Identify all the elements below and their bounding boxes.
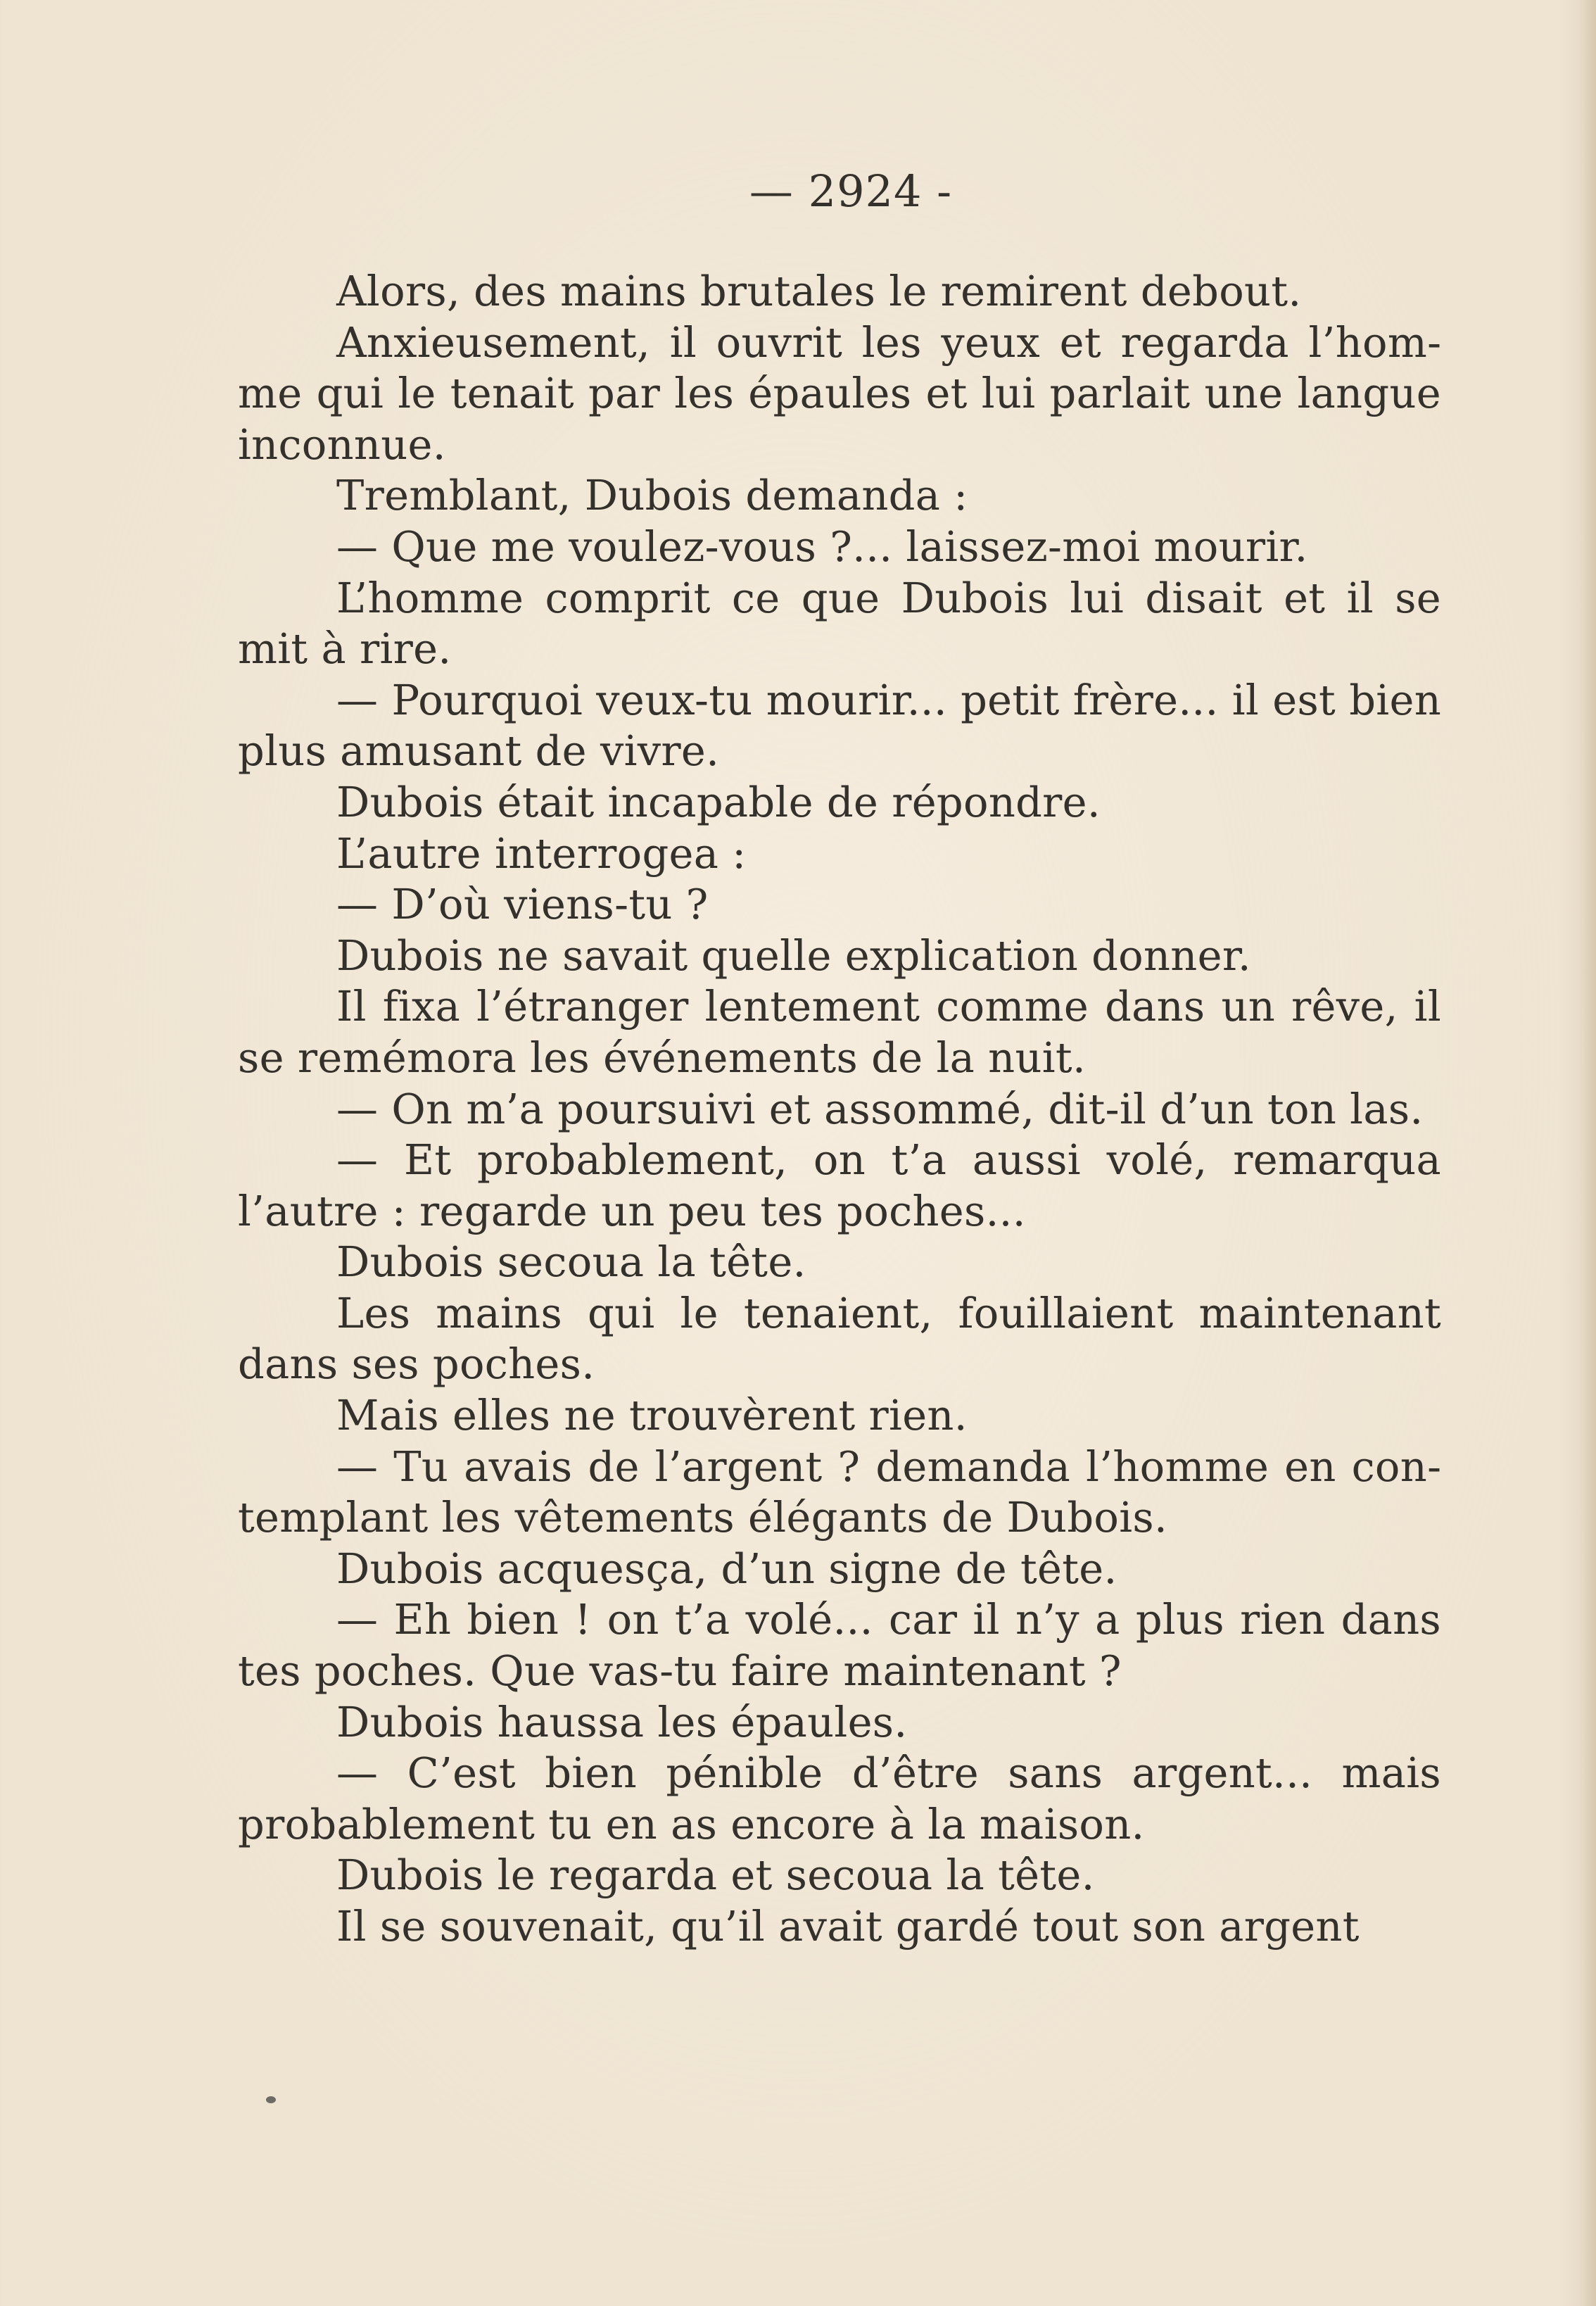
body-text	[238, 266, 1441, 1953]
paragraph: Dubois haussa les épaules.	[336, 1697, 908, 1746]
paragraph: Tremblant, Dubois demanda :	[336, 471, 968, 520]
paragraph: Dubois secoua la tête.	[336, 1237, 806, 1287]
paragraph: Dubois était incapable de répondre.	[336, 777, 1101, 826]
paragraph: Dubois ne savait quelle explication donner.	[336, 931, 1251, 980]
paragraph: Il se souvenait, qu’il avait gardé tout son argent	[336, 1902, 1360, 1951]
paragraph: Mais elles ne trouvèrent rien.	[336, 1391, 968, 1440]
paragraph: — Et probablement, on t’a aussi volé, remarqua l’autre : regarde un peu tes poches...	[238, 1135, 1441, 1235]
paragraph: L’homme comprit ce que Dubois lui disait et il se mit à rire.	[238, 573, 1441, 674]
paragraph: — On m’a poursuivi et assommé, dit-il d’un ton las.	[336, 1084, 1424, 1133]
paragraph: Il fixa l’étranger lentement comme dans un rêve, il se remémora les événements de la nuit.	[238, 982, 1441, 1082]
paragraph: Alors, des mains brutales le remirent debout.	[336, 267, 1302, 315]
paragraph: — Pourquoi veux-tu mourir... petit frère... il est bien plus amusant de vivre.	[238, 675, 1441, 776]
paragraph: — D’où viens-tu ?	[336, 880, 709, 929]
paragraph: — C’est bien pénible d’être sans argent... mais probablement tu en as encore à la maison.	[238, 1749, 1441, 1848]
page-number: — 2924 -	[749, 165, 953, 217]
paragraph: — Eh bien ! on t’a volé... car il n’y a plus rien dans tes poches. Que vas-tu faire maintenant ?	[238, 1595, 1441, 1696]
paragraph: Anxieusement, il ouvrit les yeux et regarda l’homme qui le tenait par les épaules et lui parlait une langue inconnue.	[238, 317, 1441, 469]
paragraph: — Tu avais de l’argent ? demanda l’homme en contemplant les vêtements élégants de Dubois.	[238, 1442, 1441, 1542]
paragraph: Les mains qui le tenaient, fouillaient maintenant dans ses poches.	[238, 1288, 1441, 1389]
ink-speck	[266, 2096, 276, 2103]
paragraph: L’autre interrogea :	[336, 828, 747, 878]
paragraph: Dubois le regarda et secoua la tête.	[336, 1851, 1095, 1900]
page-edge-shadow	[1581, 0, 1596, 2306]
paragraph: — Que me voulez-vous ?... laissez-moi mourir.	[336, 522, 1308, 571]
paragraph: Dubois acquesça, d’un signe de tête.	[336, 1544, 1117, 1593]
